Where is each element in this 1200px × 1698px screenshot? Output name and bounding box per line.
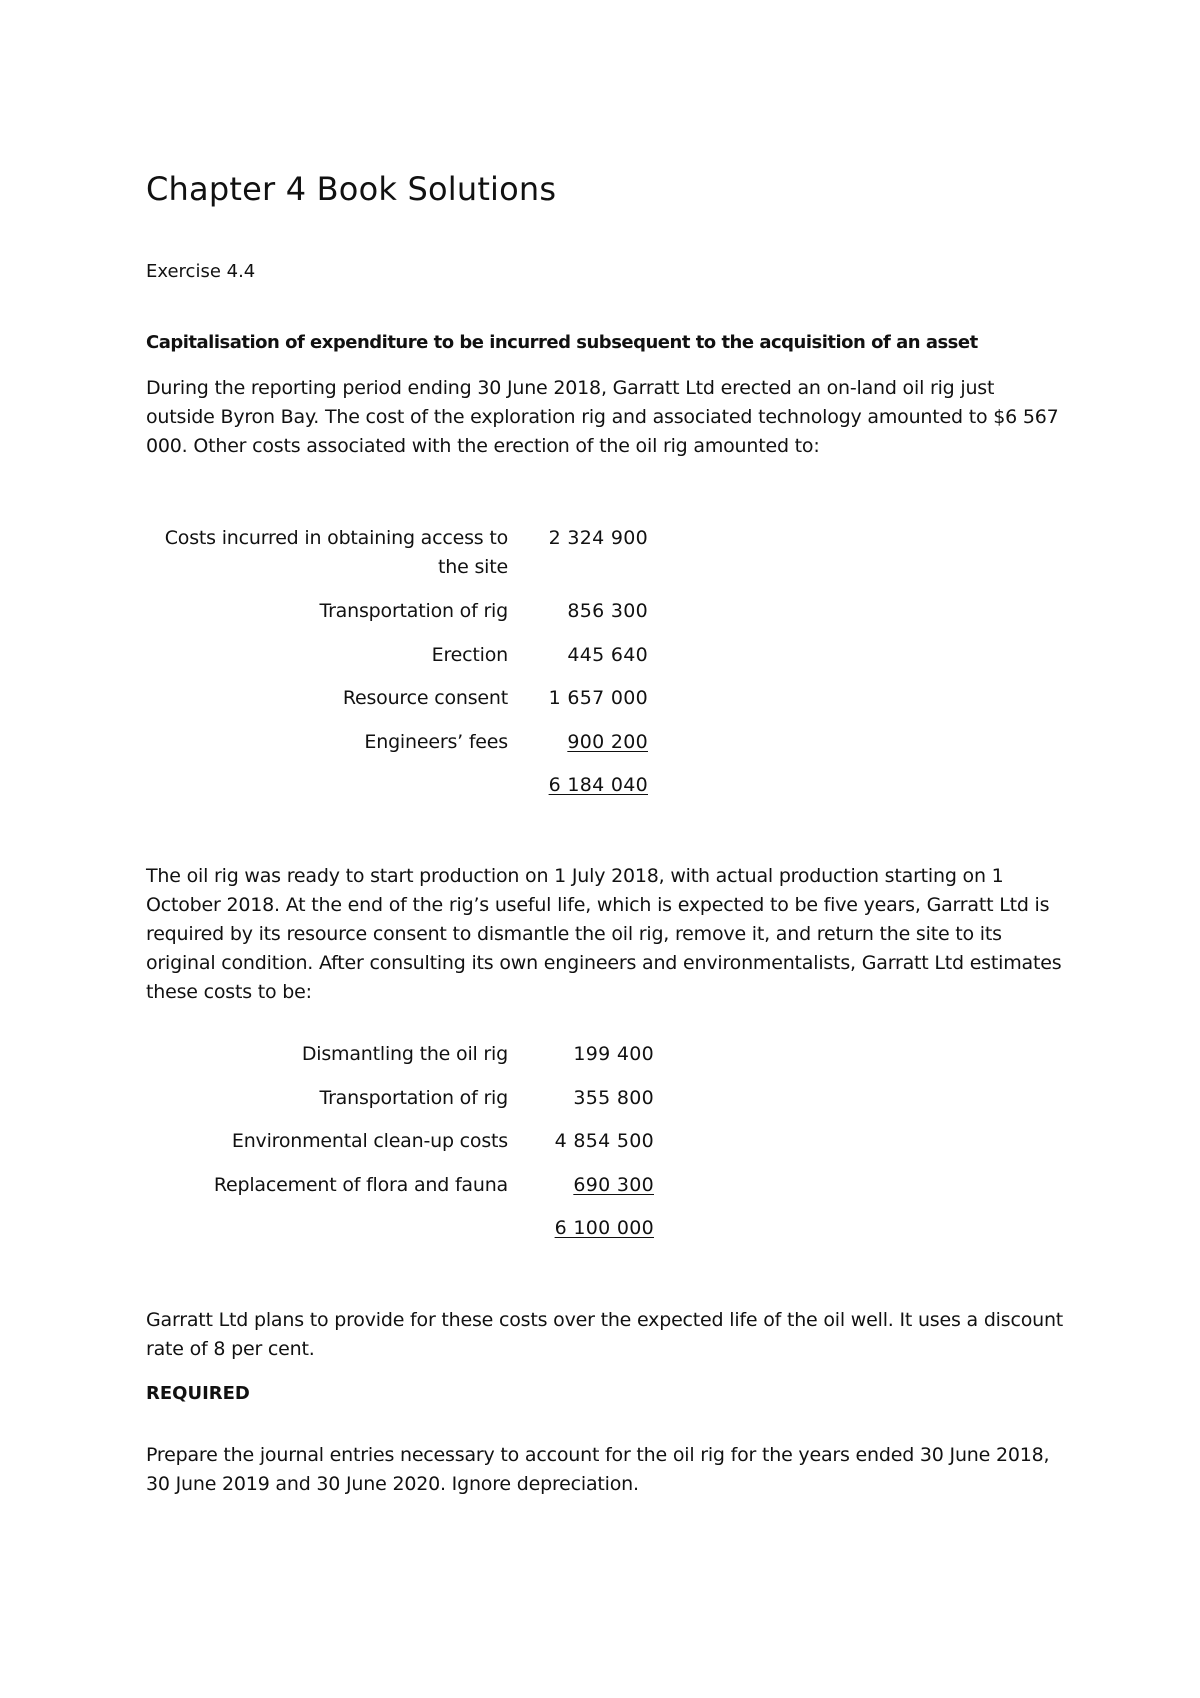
restoration-row-label: Replacement of flora and fauna <box>213 1174 508 1196</box>
cost-row-label: Costs incurred in obtaining access to the site <box>164 527 508 578</box>
cost-row-label: Resource consent <box>342 687 508 709</box>
requirement-paragraph: Prepare the journal entries necessary to account for the oil rig for the years ended 30 June 2018, 30 June 2019 and 30 June 2020. Ignore depreciation. <box>146 1444 1050 1495</box>
cost-row-label: Transportation of rig <box>319 600 508 622</box>
restoration-total-value: 6 100 000 <box>554 1217 654 1239</box>
required-label: REQUIRED <box>146 1383 250 1404</box>
cost-row-label: Engineers’ fees <box>364 731 508 753</box>
restoration-row-value: 4 854 500 <box>554 1130 654 1152</box>
discount-paragraph: Garratt Ltd plans to provide for these costs over the expected life of the oil well. It uses a discount rate of 8 per cent. <box>146 1309 1064 1360</box>
cost-total-value: 6 184 040 <box>548 774 648 796</box>
restoration-row-value: 690 300 <box>573 1174 654 1196</box>
restoration-row-label: Environmental clean-up costs <box>231 1130 508 1152</box>
cost-row-value: 445 640 <box>567 644 648 666</box>
page-title: Chapter 4 Book Solutions <box>146 170 557 208</box>
intro-paragraph: During the reporting period ending 30 June 2018, Garratt Ltd erected an on-land oil rig just outside Byron Bay. The cost of the exploration rig and associated technology amounted to $6 567 000. Other costs associated with the erection of the oil rig amounted to: <box>146 377 1059 457</box>
cost-row-value: 856 300 <box>567 600 648 622</box>
cost-row-value: 2 324 900 <box>548 527 648 549</box>
production-paragraph: The oil rig was ready to start production on 1 July 2018, with actual production starting on 1 October 2018. At the end of the rig’s useful life, which is expected to be five years, Garratt Ltd is required by its resource consent to dismantle the oil rig, remove it, and return the site to its original condition. After consulting its own engineers and environmentalists, Garratt Ltd estimates these costs to be: <box>146 865 1062 1003</box>
restoration-row-label: Dismantling the oil rig <box>301 1043 508 1065</box>
restoration-row-label: Transportation of rig <box>319 1087 508 1109</box>
restoration-row-value: 199 400 <box>573 1043 654 1065</box>
restoration-row-value: 355 800 <box>573 1087 654 1109</box>
cost-row-value: 1 657 000 <box>548 687 648 709</box>
exercise-label: Exercise 4.4 <box>146 261 256 282</box>
section-heading: Capitalisation of expenditure to be incurred subsequent to the acquisition of an asset <box>146 332 978 353</box>
cost-row-label: Erection <box>431 644 508 666</box>
cost-row-value: 900 200 <box>567 731 648 753</box>
